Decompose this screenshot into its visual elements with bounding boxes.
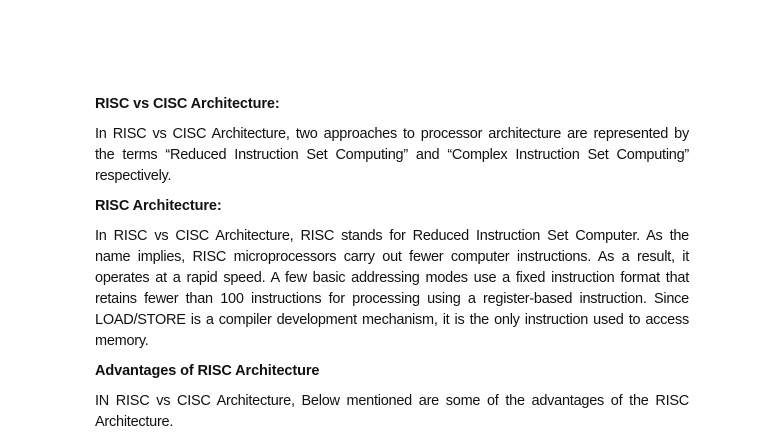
- section-heading-risc-architecture: RISC Architecture:: [95, 198, 222, 214]
- section-paragraph-advantages: IN RISC vs CISC Architecture, Below mentioned are some of the advantages of the RISC Architecture.: [95, 393, 689, 430]
- section-heading-advantages: Advantages of RISC Architecture: [95, 363, 320, 379]
- document-page: [95, 94, 689, 442]
- section-paragraph-risc-vs-cisc: In RISC vs CISC Architecture, two approaches to processor architecture are represented by the terms “Reduced Instruction Set Computing” and “Complex Instruction Set Computing” respectively.: [95, 126, 689, 184]
- section-heading-risc-vs-cisc: RISC vs CISC Architecture:: [95, 96, 280, 112]
- section-paragraph-risc-architecture: In RISC vs CISC Architecture, RISC stands for Reduced Instruction Set Computer. As the name implies, RISC microprocessors carry out fewer computer instructions. As a result, it operates at a rapid speed. A few basic addressing modes use a fixed instruction format that retains fewer than 100 instructions for processing using a register-based instruction. Since LOAD/STORE is a compiler development mechanism, it is the only instruction used to access memory.: [95, 228, 689, 349]
